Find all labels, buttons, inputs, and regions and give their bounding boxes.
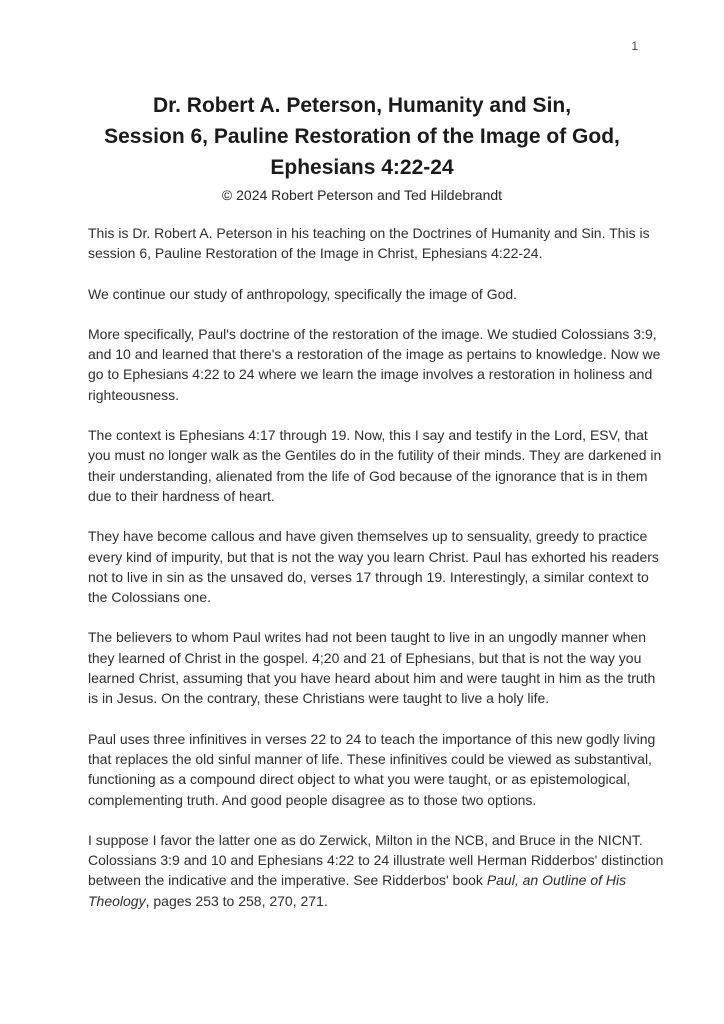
text-segment: This is Dr. Robert A. Peterson in his teaching on the Doctrines of Humanity and Sin. This is session 6, Pauline Restoration of the Image in Christ, Ephesians 4:22-24.: [88, 225, 650, 262]
text-segment: , pages 253 to 258, 270, 271.: [145, 892, 328, 909]
paragraph: [88, 425, 668, 506]
paragraph: [88, 729, 668, 810]
title-line: Session 6, Pauline Restoration of the Image of God,: [104, 125, 620, 148]
copyright-line: © 2024 Robert Peterson and Ted Hildebrandt: [221, 187, 503, 203]
text-segment: Paul uses three infinitives in verses 22 to 24 to teach the importance of this new godly living that replaces the old sinful manner of life. These infinitives could be viewed as substantival, functioning as a compound direct object to what you were taught, or as epistemological, complementing truth. And good people disagree as to those two options.: [88, 730, 656, 808]
paragraph: [88, 223, 668, 264]
text-segment: The context is Ephesians 4:17 through 19. Now, this I say and testify in the Lord, ESV, that you must no longer walk as the Gentiles do in the futility of their minds. They are darkened in their understanding, alienated from the life of God because of the ignorance that is in them due to their hardness of heart.: [88, 427, 662, 504]
paragraph: [88, 526, 668, 607]
text-segment: I suppose I favor the latter one as do Zerwick, Milton in the NCB, and Bruce in the NICNT. Colossians 3:9 and 10 and Ephesians 4:22 to 24 illustrate well Herman Ridderbos' distinction between the indicative and the imperative. See Ridderbos' book: [88, 831, 664, 889]
paragraph: [88, 324, 668, 405]
page-number: 1: [631, 39, 638, 53]
paragraph: [88, 627, 668, 708]
paragraph: [88, 284, 668, 304]
text-segment: We continue our study of anthropology, specifically the image of God.: [88, 285, 518, 302]
text-segment: The believers to whom Paul writes had not been taught to live in an ungodly manner when they learned of Christ in the gospel. 4;20 and 21 of Ephesians, but that is not the way you learned Christ, assuming that you have heard about him and were taught in him as the truth is in Jesus. On the contrary, these Christians were taught to live a holy life.: [88, 629, 656, 707]
text-segment: They have become callous and have given themselves up to sensuality, greedy to practice every kind of impurity, but that is not the way you learn Christ. Paul has exhorted his readers not to live in sin as the unsaved do, verses 17 through 19. Interestingly, a similar context to the Colossians one.: [88, 528, 659, 606]
document-title: [0, 0, 724, 183]
document-body: [88, 223, 668, 911]
text-segment: Paul, an Outline of His Theology: [88, 872, 627, 909]
title-line: Dr. Robert A. Peterson, Humanity and Sin,: [152, 94, 572, 117]
text-segment: More specifically, Paul's doctrine of the restoration of the image. We studied Colossians 3:9, and 10 and learned that there's a restoration of the image as pertains to knowledge. Now we go to Ephesians 4:22 to 24 where we learn the image involves a restoration in holiness and righteousness.: [88, 325, 661, 403]
paragraph: [88, 830, 668, 911]
title-line: Ephesians 4:22-24: [270, 156, 454, 179]
